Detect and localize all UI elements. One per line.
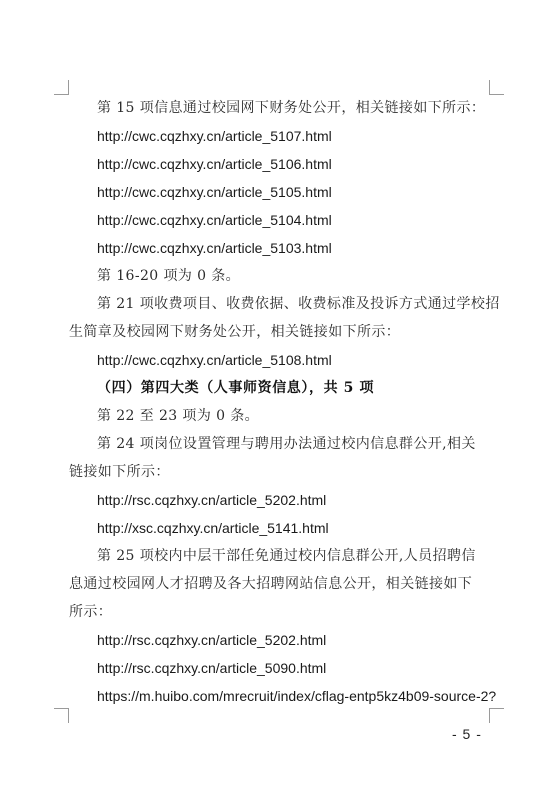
paragraph-line: 息通过校园网人才招聘及各大招聘网站信息公开，相关链接如下 bbox=[69, 576, 473, 592]
link-text: http://cwc.cqzhxy.cn/article_5104.html bbox=[97, 212, 332, 228]
crop-mark-top-left bbox=[54, 80, 69, 95]
paragraph-line: 第 16-20 项为 0 条。 bbox=[97, 268, 241, 284]
paragraph-line: 所示： bbox=[69, 604, 113, 620]
paragraph-line: 第 25 项校内中层干部任免通过校内信息群公开,人员招聘信 bbox=[97, 548, 476, 564]
link-text: http://cwc.cqzhxy.cn/article_5106.html bbox=[97, 156, 332, 172]
crop-mark-bottom-left bbox=[54, 708, 69, 723]
section-heading: （四）第四大类（人事师资信息），共 5 项 bbox=[97, 380, 375, 396]
crop-mark-top-right bbox=[489, 80, 504, 95]
link-text: https://m.huibo.com/mrecruit/index/cflag-entp5kz4b09-source-2? bbox=[97, 688, 497, 704]
link-text: http://rsc.cqzhxy.cn/article_5202.html bbox=[97, 492, 327, 508]
crop-mark-bottom-right bbox=[489, 708, 504, 723]
page-number: - 5 - bbox=[452, 726, 482, 742]
paragraph-line: 第 15 项信息通过校园网下财务处公开，相关链接如下所示： bbox=[97, 100, 486, 116]
link-text: http://cwc.cqzhxy.cn/article_5103.html bbox=[97, 240, 332, 256]
paragraph-line: 生简章及校园网下财务处公开，相关链接如下所示： bbox=[69, 324, 401, 340]
document-body bbox=[69, 94, 500, 710]
paragraph-line: 链接如下所示： bbox=[69, 464, 170, 480]
link-text: http://rsc.cqzhxy.cn/article_5202.html bbox=[97, 632, 327, 648]
link-text: http://cwc.cqzhxy.cn/article_5107.html bbox=[97, 128, 332, 144]
link-text: http://cwc.cqzhxy.cn/article_5105.html bbox=[97, 184, 332, 200]
link-text: http://xsc.cqzhxy.cn/article_5141.html bbox=[97, 520, 329, 536]
paragraph-line: 第 21 项收费项目、收费依据、收费标准及投诉方式通过学校招 bbox=[97, 296, 500, 312]
paragraph-line: 第 22 至 23 项为 0 条。 bbox=[97, 408, 260, 424]
paragraph-line: 第 24 项岗位设置管理与聘用办法通过校内信息群公开,相关 bbox=[97, 436, 476, 452]
link-text: http://rsc.cqzhxy.cn/article_5090.html bbox=[97, 660, 327, 676]
link-text: http://cwc.cqzhxy.cn/article_5108.html bbox=[97, 352, 332, 368]
